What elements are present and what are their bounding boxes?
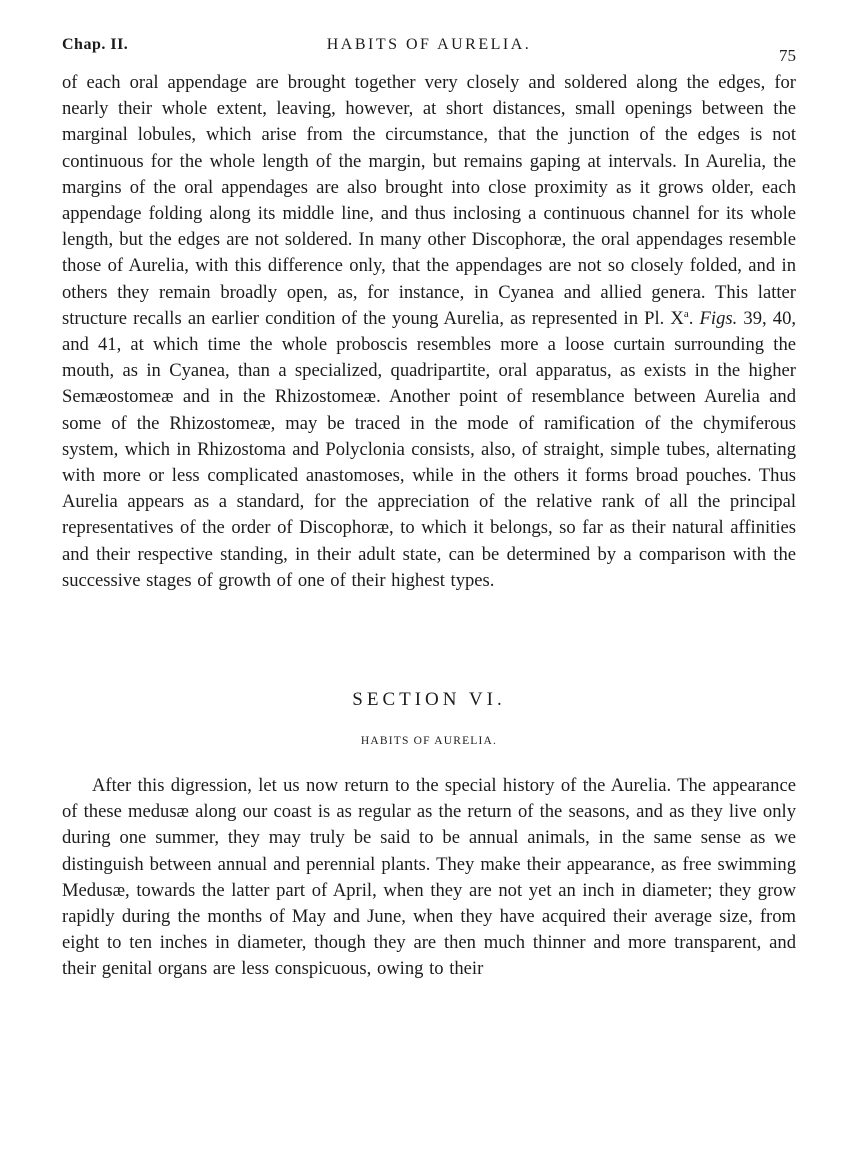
section-subheading: HABITS OF AURELIA. [360,735,498,748]
paragraph-text-part-1: of each oral appendage are brought together very closely and soldered along the edges, for nearly their whole extent, leaving, however, at short distances, small openings between the marginal lobules, which arise from the circumstance, that the junction of the edges is not continuous for the whole length of the margin, but remains gaping at intervals. In Aurelia, the margins of the oral appendages are also brought into close proximity as it grows older, each appendage folding along its middle line, and thus inclosing a continuous channel for its whole length, but the edges are not soldered. In many other Discophoræ, the oral appendages resemble those of Aurelia, with this difference only, that the appendages are not so closely folded, and in others they remain broadly open, as, for instance, in Cyanea and allied genera. This latter structure recalls an earlier condition of the young Aurelia, as represented in Pl. X [62,72,796,329]
paragraph-habits: After this digression, let us now return to the special history of the Aurelia. The appearance of these medusæ along our coast is as regular as the return of the seasons, and as they live only during one summer, they may truly be said to be annual animals, in the same sense as we distinguish between annual and perennial plants. They make their appearance, as free swimming Medusæ, towards the latter part of April, when they are not yet an inch in diameter; they grow rapidly during the months of May and June, when they have acquired their average size, from eight to ten inches in diameter, though they are then much thinner and more transparent, and their genital organs are less conspicuous, owing to their [62,775,796,980]
section-heading: SECTION VI. [352,689,506,711]
running-head [62,34,796,70]
book-page [62,34,796,983]
running-title: HABITS OF AURELIA. [326,36,532,53]
chapter-label: Chap. II. [62,36,129,53]
paragraph-oral-appendages: of each oral appendage are brought together very closely and soldered along the edges, for nearly their whole extent, leaving, however, at short distances, small openings between the marginal lobules, which arise from the circumstance, that the junction of the edges is not continuous for the whole length of the margin, but remains gaping at intervals. In Aurelia, the margins of the oral appendages are also brought into close proximity as it grows older, each appendage folding along its middle line, and thus inclosing a continuous channel for its whole length, but the edges are not soldered. In many other Discophoræ, the oral appendages resemble those of Aurelia, with this difference only, that the appendages are not so closely folded, and in others they remain broadly open, as, for instance, in Cyanea and allied genera. This latter structure recalls an earlier condition of the young Aurelia, as represented in Pl. $X^a$. Figs. 39, 40, and 41, at which time the whole proboscis resembles more a loose curtain surrounding the mouth, as in Cyanea, than a specialized, quadripartite, oral apparatus, as exists in the higher Semæostomeæ and in the Rhizostomeæ. Another point of resemblance between Aurelia and some of the Rhizostomeæ, may be traced in the mode of ramification of the chymiferous system, which in Rhizostoma and Polyclonia consists, also, of straight, simple tubes, alternating with more or less complicated anastomoses, while in the others it forms broad pouches. Thus Aurelia appears as a standard, for the appreciation of the relative rank of all the principal representatives of the order of Discophoræ, to which it belongs, so far as their natural affinities and their respective standing, in their adult state, can be determined by a comparison with the successive stages of growth of one of their highest types. [62,72,797,591]
figs-label: Figs. [699,307,738,329]
plate-superscript: a [683,307,689,320]
paragraph-text-part-2: 39, 40, and 41, at which time the whole proboscis resembles more a loose curtain surrounding the mouth, as in Cyanea, than a specialized, quadripartite, oral apparatus, as exists in the higher Semæostomeæ and in the Rhizostomeæ. Another point of resemblance between Aurelia and some of the Rhizostomeæ, may be traced in the mode of ramification of the chymiferous system, which in Rhizostoma and Polyclonia consists, also, of straight, simple tubes, alternating with more or less complicated anastomoses, while in the others it forms broad pouches. Thus Aurelia appears as a standard, for the appreciation of the relative rank of all the principal representatives of the order of Discophoræ, to which it belongs, so far as their natural affinities and their respective standing, in their adult state, can be determined by a comparison with the successive stages of growth of one of their highest types. [62,307,797,591]
page-number: 75 [779,46,796,65]
